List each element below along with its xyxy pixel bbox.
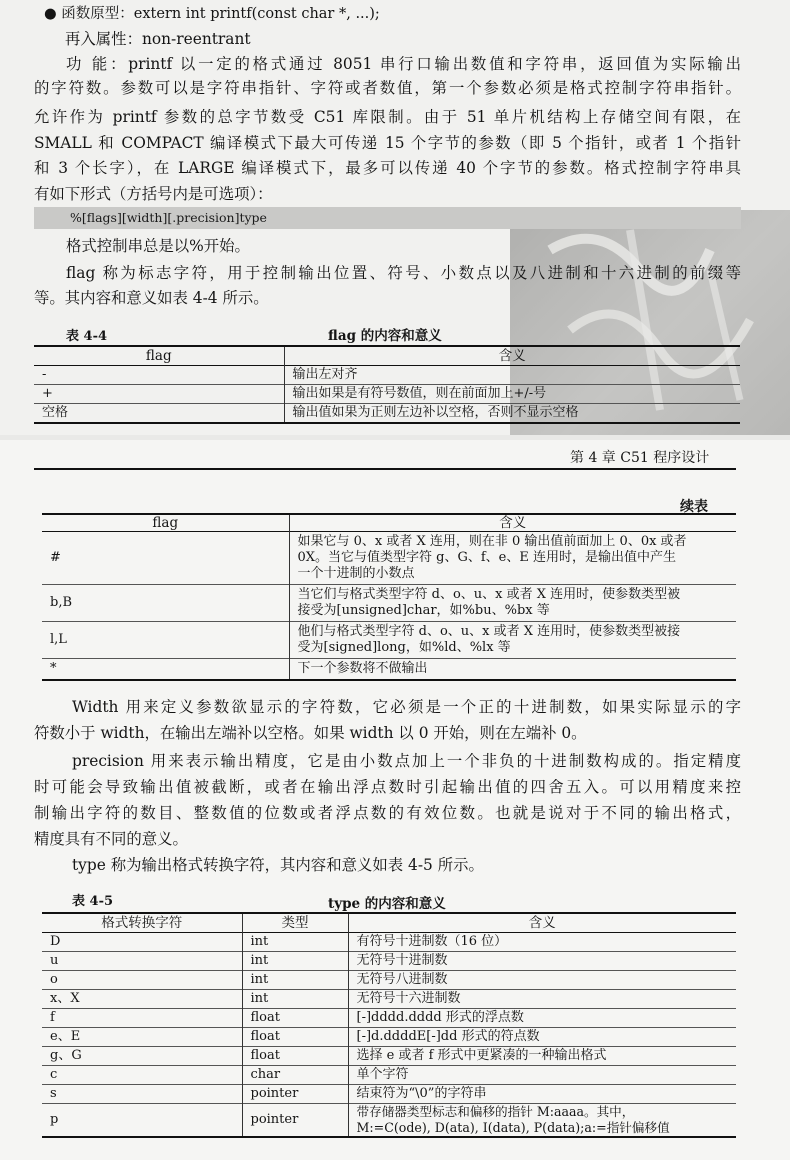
width-line-2: 符数小于 width，在输出左端补以空格。如果 width 以 0 开始，则在左端补 0。 — [34, 724, 587, 742]
meaning-cell — [289, 532, 736, 585]
func-line-2: 的字符数。参数可以是字符串指针、字符或者数值，第一个参数必须是格式控制字符串指针。 — [34, 79, 741, 97]
meaning-cell: 单个字符 — [348, 1066, 736, 1085]
table-row — [42, 659, 736, 681]
meaning-cell: 输出如果是有符号数值，则在前面加上+/-号 — [284, 385, 740, 404]
meaning-cell: [-]d.ddddE[-]dd 形式的符点数 — [348, 1028, 736, 1047]
table-header-row — [42, 913, 736, 933]
width-line-1: Width 用来定义参数欲显示的字符数，它必须是一个正的十进制数，如果实际显示的字 — [72, 698, 741, 716]
type-cell: pointer — [242, 1104, 348, 1138]
conv-char-cell: e、E — [50, 1029, 81, 1044]
meaning-line: 他们与格式类型字符 d、o、u、x 或者 X 连用时，使参数类型被接 — [297, 624, 681, 639]
precision-line-2: 时可能会导致输出值被截断，或者在输出浮点数时引起输出值的四舍五入。可以用精度来控 — [34, 778, 741, 796]
continued-label: 续表 — [680, 499, 708, 515]
type-cell: float — [242, 1047, 348, 1066]
type-cell: float — [242, 1028, 348, 1047]
conv-char-cell: p — [50, 1112, 59, 1127]
table-row — [42, 1028, 736, 1047]
meaning-line: 如果它与 0、x 或者 X 连用，则在非 0 输出值前面加上 0、0x 或者 — [297, 534, 687, 549]
table-row — [42, 1085, 736, 1104]
precision-line-4: 精度具有不同的意义。 — [34, 830, 188, 848]
conv-char-cell: f — [50, 1010, 55, 1025]
flag-cell: l,L — [50, 632, 67, 647]
type-cell: int — [242, 952, 348, 971]
table-row — [42, 1047, 736, 1066]
table-row — [42, 585, 736, 622]
col-meaning: 含义 — [289, 514, 736, 532]
type-line: type 称为输出格式转换字符，其内容和意义如表 4-5 所示。 — [72, 856, 484, 874]
meaning-line: 受为[signed]long，如%ld、%lx 等 — [297, 640, 511, 655]
table-row — [42, 971, 736, 990]
type-cell: char — [242, 1066, 348, 1085]
col-flag: flag — [145, 348, 172, 364]
meaning-cell: 带存储器类型标志和偏移的指针 M:aaaa。其中， M:=C(ode), D(ata), I(data), P(data);a:=指针偏移值 — [348, 1104, 736, 1138]
conv-char-cell: c — [50, 1067, 58, 1082]
meaning-cell: 无符号十六进制数 — [348, 990, 736, 1009]
format-string-bar: %[flags][width][.precision]type — [34, 207, 741, 229]
flag-line-2: 等。其内容和意义如表 4-4 所示。 — [34, 289, 269, 307]
page-bottom — [0, 440, 790, 1160]
meaning-line: 下一个参数将不做输出 — [297, 661, 428, 676]
table-row — [42, 990, 736, 1009]
header-rule — [34, 468, 736, 470]
reentrant-line: 再入属性：non-reentrant — [65, 30, 251, 48]
table-row — [42, 1104, 736, 1138]
type-cell: int — [242, 933, 348, 952]
table-header-row — [42, 514, 736, 532]
table-row — [34, 404, 740, 424]
meaning-cell — [289, 659, 736, 681]
chapter-header: 第 4 章 C51 程序设计 — [570, 450, 710, 466]
col-type: 类型 — [242, 913, 348, 933]
conv-char-cell: u — [50, 953, 59, 968]
type-cell: pointer — [242, 1085, 348, 1104]
meaning-cell: 输出值如果为正则左边补以空格，否则不显示空格 — [284, 404, 740, 424]
meaning-line: 当它们与格式类型字符 d、o、u、x 或者 X 连用时，使参数类型被 — [297, 587, 681, 602]
table-header-row — [34, 346, 740, 366]
meaning-cell: 选择 e 或者 f 形式中更紧凑的一种输出格式 — [348, 1047, 736, 1066]
meaning-cell — [289, 622, 736, 659]
meaning-line: 一个十进制的小数点 — [297, 566, 415, 581]
table-4-5 — [42, 912, 736, 1138]
table-row — [42, 1009, 736, 1028]
meaning-cell: [-]dddd.dddd 形式的浮点数 — [348, 1009, 736, 1028]
meaning-cell — [289, 585, 736, 622]
precision-line-1: precision 用来表示输出精度，它是由小数点加上一个非负的十进制数构成的。指定精度 — [72, 752, 741, 770]
meaning-cell: 无符号十进制数 — [348, 952, 736, 971]
table-row — [42, 933, 736, 952]
table-4-4-label: 表 4-4 — [66, 329, 108, 344]
meaning-cell: 输出左对齐 — [284, 366, 740, 385]
flag-cell: * — [50, 661, 57, 676]
col-meaning: 含义 — [284, 346, 740, 366]
table-row — [42, 532, 736, 585]
conv-char-cell: g、G — [50, 1048, 82, 1063]
meaning-line: 0X。当它与值类型字符 g、G、f、e、E 连用时，是输出值中产生 — [297, 550, 676, 565]
table-4-4 — [34, 345, 740, 424]
col-flag: flag — [152, 515, 179, 531]
flag-cell: b,B — [50, 595, 73, 610]
table-row — [34, 366, 740, 385]
conv-char-cell: s — [50, 1086, 57, 1101]
flag-line-1: flag 称为标志字符，用于控制输出位置、符号、小数点以及八进制和十六进制的前缀等 — [66, 264, 741, 282]
prototype-line: ● 函数原型：extern int printf(const char *, ...); — [44, 6, 380, 22]
table-row — [42, 1066, 736, 1085]
table-row — [34, 385, 740, 404]
starts-line: 格式控制串总是以%开始。 — [66, 237, 250, 255]
meaning-cell: 无符号八进制数 — [348, 971, 736, 990]
type-cell: int — [242, 990, 348, 1009]
conv-char-cell: D — [50, 934, 61, 949]
table-row — [42, 622, 736, 659]
meaning-cell: 结束符为“\0”的字符串 — [348, 1085, 736, 1104]
conv-char-cell: o — [50, 972, 58, 987]
table-4-4-title: flag 的内容和意义 — [328, 328, 442, 344]
conv-char-cell: x、X — [50, 991, 80, 1006]
func-line-6: 有如下形式（方括号内是可选项）： — [34, 185, 273, 203]
func-line-4: SMALL 和 COMPACT 编译模式下最大可传递 15 个字节的参数（即 5 个指针，或者 1 个指针 — [34, 134, 741, 152]
func-line-3: 允许作为 printf 参数的总字节数受 C51 库限制。由于 51 单片机结构上存储空间有限，在 — [34, 108, 741, 126]
page-top — [0, 0, 790, 435]
flag-cell: # — [50, 550, 61, 565]
func-line-1: 功 能：printf 以一定的格式通过 8051 串行口输出数值和字符串，返回值为实际输出 — [66, 55, 741, 73]
table-4-4-continued — [42, 513, 736, 681]
table-4-5-body — [42, 933, 736, 1138]
type-cell: float — [242, 1009, 348, 1028]
table-4-5-label: 表 4-5 — [72, 894, 114, 909]
table-row — [42, 952, 736, 971]
func-line-5: 和 3 个长字），在 LARGE 编译模式下，最多可以传递 40 个字节的参数。格式控制字符串具 — [34, 159, 741, 177]
col-conv-char: 格式转换字符 — [101, 915, 183, 931]
flag-cell: + — [42, 386, 53, 401]
flag-cell: - — [42, 367, 47, 382]
col-meaning: 含义 — [348, 913, 736, 933]
meaning-line: 接受为[unsigned]char，如%bu、%bx 等 — [297, 603, 550, 618]
precision-line-3: 制输出字符的数目、整数值的位数或者浮点数的有效位数。也就是说对于不同的输出格式， — [34, 804, 741, 822]
meaning-cell: 有符号十进制数（16 位） — [348, 933, 736, 952]
flag-cell: 空格 — [42, 405, 69, 420]
table-4-5-title: type 的内容和意义 — [328, 896, 446, 912]
type-cell: int — [242, 971, 348, 990]
